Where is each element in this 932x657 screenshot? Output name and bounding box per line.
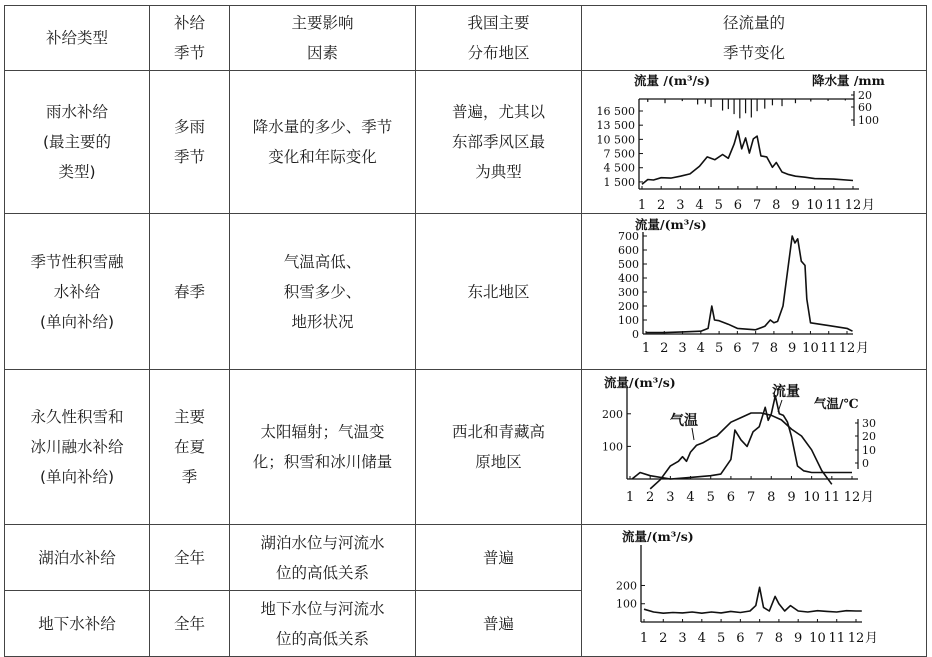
cell-text-line: 冰川融水补给 <box>30 438 124 456</box>
cell-text-line: 多雨 <box>173 118 205 136</box>
cell-text-line: 地下水补给 <box>38 614 116 633</box>
x-tick-label: 8 <box>772 198 781 213</box>
cell-text-line: 因素 <box>306 44 338 62</box>
x-tick-label: 9 <box>791 198 800 213</box>
cell-text-line: 东北地区 <box>467 282 530 301</box>
cell-text-line: 地下水位与河流水 <box>260 599 385 618</box>
cell-text-line: 变化和年际变化 <box>268 148 377 166</box>
x-tick-label: 1 <box>625 490 635 505</box>
x-tick-label: 6 <box>733 198 743 213</box>
runoff-graph-cell <box>582 525 927 657</box>
lake-groundwater-runoff-chart <box>582 525 927 657</box>
x-tick-label: 8 <box>767 490 776 505</box>
header-cell <box>5 6 150 71</box>
supply-type-cell <box>5 71 150 214</box>
region-cell <box>416 591 582 657</box>
x-tick-label: 11 <box>825 198 843 213</box>
x-tick-label: 3 <box>676 198 685 213</box>
y-axis-label: 流量/(m³/s) <box>622 529 694 544</box>
x-tick-label: 1 <box>637 198 647 213</box>
x-tick-label: 8 <box>774 631 784 646</box>
x-tick-label: 9 <box>787 490 796 505</box>
x-tick-label: 11 <box>820 341 838 356</box>
y-axis-label: 流量/(m³/s) <box>635 217 707 232</box>
cell-text-line: 径流量的 <box>722 14 785 32</box>
series-label: 气温 <box>670 413 698 429</box>
x-tick-label: 3 <box>678 631 687 646</box>
supply-type-cell <box>5 370 150 525</box>
y-tick-label: 13 500 <box>596 119 635 133</box>
cell-text-line: 补给 <box>173 14 205 32</box>
x-tick-label: 12 <box>844 198 862 213</box>
x-tick-label: 9 <box>788 341 797 356</box>
y2-tick-label: 20 <box>858 89 872 102</box>
region-cell <box>416 525 582 591</box>
x-tick-label: 5 <box>706 490 715 505</box>
y-tick-label: 100 <box>602 440 623 454</box>
cell-text-line: 化；积雪和冰川储量 <box>252 453 393 471</box>
cell-text-line: 位的高低关系 <box>275 563 369 582</box>
table-row <box>5 525 927 591</box>
cell-text-line: 湖泊水补给 <box>38 548 116 567</box>
x-tick-label: 4 <box>686 490 695 505</box>
region-cell <box>416 71 582 214</box>
factors-cell <box>230 591 416 657</box>
cell-text-line: 主要 <box>173 408 205 426</box>
table-header-row <box>5 6 927 71</box>
x-axis-unit: 月 <box>862 198 876 213</box>
header-cell <box>582 6 927 71</box>
y2-tick-label: 30 <box>862 417 876 430</box>
series-label-leader <box>778 400 782 412</box>
header-cell <box>416 6 582 71</box>
y2-tick-label: 20 <box>862 430 876 443</box>
cell-text-line: 东部季风区最 <box>451 133 545 151</box>
x-tick-label: 12 <box>843 490 861 505</box>
x-tick-label: 3 <box>666 490 675 505</box>
series-label: 流量 <box>772 384 800 400</box>
x-tick-label: 6 <box>736 631 745 646</box>
y-axis-label: 流量/(m³/s) <box>604 375 676 390</box>
glacier-runoff-chart <box>582 370 927 525</box>
x-tick-label: 10 <box>806 198 823 213</box>
x-tick-label: 3 <box>678 341 687 356</box>
x-tick-label: 10 <box>809 631 826 646</box>
factors-cell <box>230 71 416 214</box>
y2-tick-label: 0 <box>862 457 869 470</box>
cell-text-line: 积雪多少、 <box>283 282 362 301</box>
y-tick-label: 100 <box>618 314 639 327</box>
y2-tick-label: 100 <box>858 114 879 127</box>
snowmelt-runoff-chart <box>582 214 927 370</box>
runoff-graph-cell <box>582 214 927 370</box>
x-tick-label: 10 <box>802 341 819 356</box>
cell-text-line: 永久性积雪和 <box>30 408 124 426</box>
x-tick-label: 8 <box>769 341 779 356</box>
x-tick-label: 2 <box>660 341 669 356</box>
supply-type-cell <box>5 214 150 370</box>
cell-text-line: 季节性积雪融 <box>30 252 124 271</box>
cell-text-line: 太阳辐射；气温变 <box>260 423 385 441</box>
cell-text-line: 水补给 <box>53 282 101 301</box>
y2-axis-label: 降水量 /mm <box>812 73 885 88</box>
y-tick-label: 0 <box>632 328 639 341</box>
table-row <box>5 214 927 370</box>
y-tick-label: 200 <box>602 407 623 421</box>
x-tick-label: 7 <box>746 490 756 505</box>
cell-text-line: 普遍，尤其以 <box>451 103 545 121</box>
x-tick-label: 9 <box>794 631 803 646</box>
x-tick-label: 5 <box>714 341 724 356</box>
x-tick-label: 2 <box>657 198 666 213</box>
y-tick-label: 700 <box>618 230 639 243</box>
y-tick-label: 300 <box>618 286 639 299</box>
x-axis-unit: 月 <box>856 341 870 356</box>
cell-text-line: 湖泊水位与河流水 <box>260 533 385 552</box>
supply-type-cell <box>5 591 150 657</box>
x-tick-label: 2 <box>646 490 655 505</box>
cell-text-line: 我国主要 <box>467 14 530 32</box>
x-tick-label: 11 <box>828 631 846 646</box>
cell-text-line: 降水量的多少、季节 <box>252 118 393 136</box>
x-tick-label: 4 <box>695 198 704 213</box>
runoff-supply-table <box>4 5 927 657</box>
supply-season-cell <box>150 370 230 525</box>
x-axis-unit: 月 <box>861 490 875 505</box>
y-tick-label: 500 <box>618 258 639 271</box>
cell-text-line: 地形状况 <box>291 312 354 331</box>
cell-text-line: 西北和青藏高 <box>451 423 545 441</box>
factors-cell <box>230 525 416 591</box>
y-tick-label: 16 500 <box>596 105 635 118</box>
series-line <box>644 587 862 613</box>
y2-axis-label: 气温/℃ <box>814 396 859 411</box>
y-axis-label: 流量 /(m³/s) <box>634 73 711 88</box>
supply-season-cell <box>150 591 230 657</box>
cell-text-line: 普遍 <box>482 614 514 633</box>
x-tick-label: 5 <box>714 198 723 213</box>
cell-text-line: 类型) <box>58 163 96 181</box>
x-tick-label: 7 <box>755 631 764 646</box>
cell-text-line: 位的高低关系 <box>275 629 369 648</box>
y-tick-label: 200 <box>616 579 637 593</box>
supply-season-cell <box>150 525 230 591</box>
rain-runoff-chart <box>582 71 927 214</box>
cell-text-line: 主要影响 <box>291 14 354 32</box>
x-tick-label: 1 <box>641 341 651 356</box>
cell-text-line: 全年 <box>173 548 205 567</box>
supply-type-cell <box>5 525 150 591</box>
cell-text-line: 在夏 <box>173 438 205 456</box>
y-tick-label: 10 500 <box>596 133 635 147</box>
factors-cell <box>230 370 416 525</box>
y-tick-label: 1 500 <box>603 175 635 189</box>
cell-text-line: 气温高低、 <box>283 252 362 271</box>
x-tick-label: 11 <box>823 490 841 505</box>
x-tick-label: 4 <box>697 631 706 646</box>
x-tick-label: 7 <box>752 198 762 213</box>
x-tick-label: 7 <box>751 341 760 356</box>
x-tick-label: 12 <box>838 341 856 356</box>
cell-text-line: 季节 <box>173 148 205 166</box>
x-tick-label: 10 <box>803 490 820 505</box>
cell-text-line: (单向补给) <box>39 468 115 486</box>
cell-text-line: 雨水补给 <box>45 103 108 121</box>
runoff-graph-cell <box>582 370 927 525</box>
x-tick-label: 12 <box>847 631 865 646</box>
series-line <box>642 131 853 184</box>
cell-text-line: 原地区 <box>475 453 522 471</box>
y-tick-label: 200 <box>618 300 639 313</box>
y-tick-label: 100 <box>616 597 637 611</box>
header-cell <box>230 6 416 71</box>
cell-text-line: 全年 <box>173 614 205 633</box>
y2-tick-label: 10 <box>862 444 876 457</box>
x-tick-label: 6 <box>726 490 736 505</box>
table-row <box>5 71 927 214</box>
y-tick-label: 600 <box>618 244 639 257</box>
x-axis-unit: 月 <box>865 631 879 646</box>
region-cell <box>416 370 582 525</box>
cell-text-line: 季节变化 <box>722 44 785 62</box>
y2-tick-label: 60 <box>858 101 872 114</box>
cell-text-line: 春季 <box>173 282 205 301</box>
y-tick-label: 7 500 <box>603 147 635 161</box>
cell-text-line: 普遍 <box>482 548 514 567</box>
cell-text-line: 补给类型 <box>45 29 108 47</box>
table-row <box>5 370 927 525</box>
x-tick-label: 6 <box>733 341 742 356</box>
series-label-leader <box>692 428 694 440</box>
x-tick-label: 4 <box>696 341 705 356</box>
cell-text-line: 分布地区 <box>467 44 530 62</box>
supply-season-cell <box>150 71 230 214</box>
cell-text-line: (最主要的 <box>42 133 112 151</box>
cell-text-line: 为典型 <box>475 163 522 181</box>
x-tick-label: 5 <box>716 631 726 646</box>
x-tick-label: 1 <box>639 631 649 646</box>
y-tick-label: 4 500 <box>603 161 635 175</box>
runoff-graph-cell <box>582 71 927 214</box>
factors-cell <box>230 214 416 370</box>
cell-text-line: 季节 <box>173 44 205 62</box>
region-cell <box>416 214 582 370</box>
supply-season-cell <box>150 214 230 370</box>
y-tick-label: 400 <box>618 272 639 285</box>
cell-text-line: 季 <box>181 468 198 486</box>
series-line <box>646 236 853 333</box>
header-cell <box>150 6 230 71</box>
cell-text-line: (单向补给) <box>39 312 115 331</box>
x-tick-label: 2 <box>659 631 668 646</box>
